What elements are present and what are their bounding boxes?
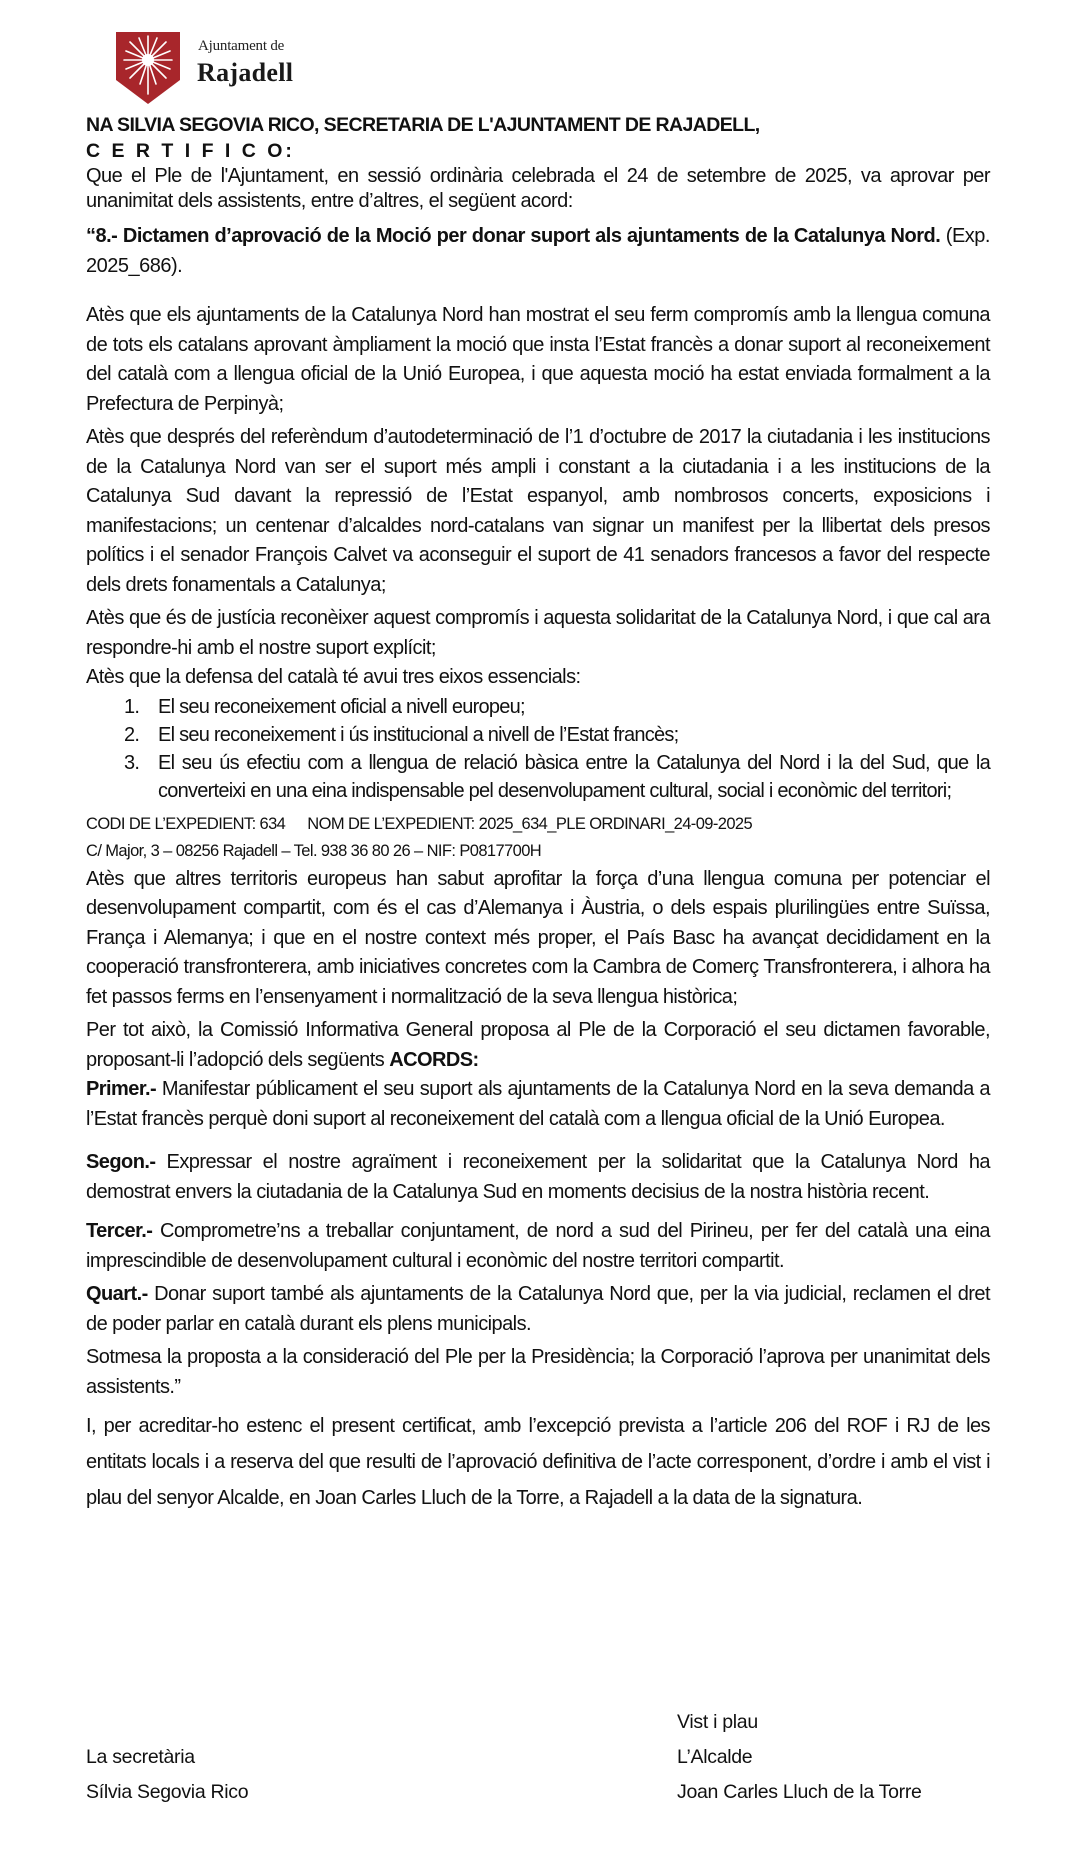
essential-axes-list: [86, 693, 990, 805]
certificate-body: [86, 112, 990, 1516]
consideration-paragraph: Atès que la defensa del català té avui tres eixos essencials:: [86, 666, 581, 688]
agreement-item: Primer.- Manifestar públicament el seu suport als ajuntaments de la Catalunya Nord en la seva demanda a l’Estat francès perquè doni suport al reconeixement del català com a llengua oficial de la Unió Europea.: [86, 1078, 990, 1130]
municipality-logo: [114, 30, 314, 108]
approval-label: Vist i plau: [677, 1711, 758, 1733]
list-item: 2. El seu reconeixement i ús institucional a nivell de l’Estat francès;: [124, 723, 679, 746]
address-line: C/ Major, 3 – 08256 Rajadell – Tel. 938 36 80 26 – NIF: P0817700H: [86, 841, 542, 860]
consideration-paragraph: Atès que és de justícia reconèixer aquest compromís i aquesta solidaritat de la Catalunya Nord, i que cal ara respondre-hi amb el nostre suport explícit;: [86, 607, 990, 659]
agreement-item: Segon.- Expressar el nostre agraïment i reconeixement per la solidaritat que la Catalunya Nord ha demostrat envers la ciutadania de la Catalunya Sud en moments decisius de la nostra història recent.: [86, 1151, 990, 1203]
intro-paragraph: Que el Ple de l'Ajuntament, en sessió ordinària celebrada el 24 de setembre de 2025, va aprovar per unanimitat dels assistents, entre d’altres, el següent acord:: [86, 165, 990, 212]
agreement-file-ref: (Exp. 2025_686).: [86, 225, 990, 277]
mayor-role: L’Alcalde: [677, 1746, 753, 1768]
certifico-label: C E R T I F I C O:: [86, 140, 295, 162]
consideration-paragraph: Atès que altres territoris europeus han sabut aprofitar la força d’una llengua comuna per potenciar el desenvolupament compartit, com és el cas d’Alemanya i Àustria, o dels espais plurilingües entre Suïssa, França i Alemanya; i que en el nostre context més proper, el País Basc ha avançat decididament en la cooperació transfronterera, amb iniciatives concretes com la Cambra de Comerç Transfronterera, i alhora ha fet passos ferms en l’ensenyament i normalització de la seva llengua històrica;: [86, 867, 990, 1008]
agreement-item: Quart.- Donar suport també als ajuntaments de la Catalunya Nord que, per la via judicial, reclamen el dret de poder parlar en català durant els plens municipals.: [86, 1283, 990, 1335]
consideration-paragraph: Atès que després del referèndum d’autodeterminació de l’1 d’octubre de 2017 la ciutadania i les institucions de la Catalunya Nord van ser el suport més ampli i constant a la ciutadania i a les institucions de la Catalunya Sud davant la repressió de l’Estat espanyol, amb nombrosos concerts, exposicions i manifestacions; un centenar d’alcaldes nord-catalans van signar un manifest per la llibertat dels presos polítics i el senador François Calvet va aconseguir el suport de 41 senadors francesos a favor del respecte dels drets fonamentals a Catalunya;: [86, 426, 990, 596]
secretary-role: La secretària: [86, 1746, 195, 1768]
consideration-paragraph: Atès que els ajuntaments de la Catalunya Nord han mostrat el seu ferm compromís amb la llengua comuna de tots els catalans aprovant àmpliament la moció que insta l’Estat francès a donar suport al reconeixement del català com a llengua oficial de la Unió Europea, i que aquesta moció ha estat enviada formalment a la Prefectura de Perpinyà;: [86, 304, 990, 415]
acords-label: ACORDS:: [389, 1048, 479, 1071]
certifier-line: NA SILVIA SEGOVIA RICO, SECRETARIA DE L'AJUNTAMENT DE RAJADELL,: [86, 114, 760, 136]
agreement-title: “8.- Dictamen d’aprovació de la Moció per donar suport als ajuntaments de la Catalunya Nord.: [86, 225, 941, 247]
vote-paragraph: Sotmesa la proposta a la consideració del Ple per la Presidència; la Corporació l’aprova per unanimitat dels assistents.”: [86, 1346, 990, 1398]
list-item: 3. El seu ús efectiu com a llengua de relació bàsica entre la Catalunya del Nord i la del Sud, que la converteixi en una eina indispensable pel desenvolupament cultural, social i econòmic del territori;: [124, 751, 990, 802]
agreement-heading: [86, 222, 990, 281]
secretary-name: Sílvia Segovia Rico: [86, 1781, 249, 1803]
secretary-signature: [86, 1740, 248, 1810]
closing-paragraph: I, per acreditar-ho estenc el present certificat, amb l’excepció prevista a l’article 206 del ROF i RJ de les entitats locals i a reserva del que resulti de l’aprovació definitiva de l’acte corresponent, d’ordre i amb el vist i plau del senyor Alcalde, en Joan Carles Lluch de la Torre, a Rajadell a la data de la signatura.: [86, 1415, 990, 1509]
list-item: 1. El seu reconeixement oficial a nivell europeu;: [124, 695, 525, 718]
mayor-signature: [677, 1705, 922, 1810]
agreement-item: Tercer.- Comprometre’ns a treballar conjuntament, de nord a sud del Pirineu, per fer del català una eina imprescindible de desenvolupament cultural i econòmic del nostre territori compartit.: [86, 1220, 990, 1272]
logo-subtitle: Ajuntament de: [198, 38, 285, 54]
mayor-name: Joan Carles Lluch de la Torre: [677, 1781, 922, 1803]
file-code: CODI DE L’EXPEDIENT: 634: [86, 814, 286, 833]
logo-title: Rajadell: [197, 58, 294, 87]
file-name: NOM DE L’EXPEDIENT: 2025_634_PLE ORDINARI_24-09-2025: [307, 814, 753, 833]
shield-sunburst-icon: [114, 30, 182, 106]
proposal-paragraph: Per tot això, la Comissió Informativa General proposa al Ple de la Corporació el seu dictamen favorable, proposant-li l’adopció dels següents ACORDS:: [86, 1019, 990, 1071]
file-info-line: [86, 811, 990, 838]
